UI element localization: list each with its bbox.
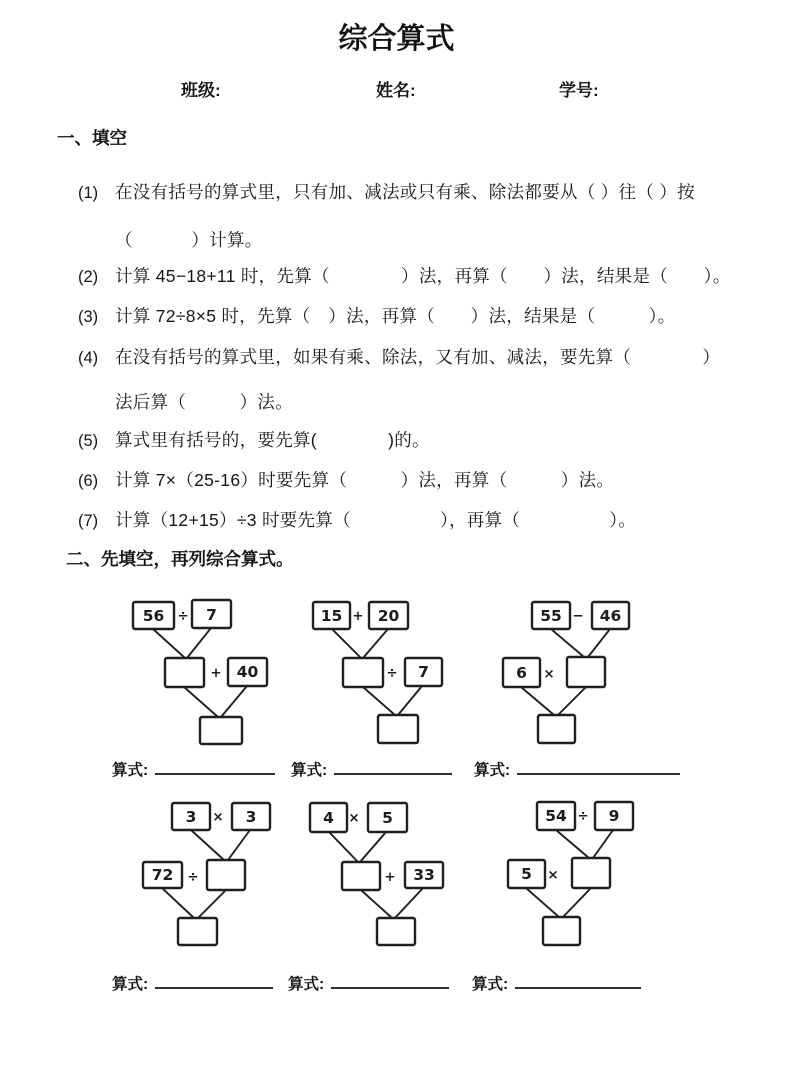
page-title: 综合算式	[338, 23, 455, 55]
expression-answer-blank[interactable]	[331, 974, 449, 989]
class-field-label: 班级:	[181, 81, 221, 100]
value-label: 20	[377, 607, 400, 625]
expression-label: 算式:	[291, 762, 328, 779]
expression-field-5	[288, 972, 449, 994]
question-1-line-1: (1) 在没有括号的算式里，只有加、减法或只有乘、除法都要从（ ）往（ ）按	[78, 182, 695, 202]
question-number: (6)	[78, 472, 99, 490]
value-label: 9	[608, 807, 620, 825]
operator-label: +	[384, 869, 396, 885]
number-pyramid-4	[138, 800, 288, 952]
operator-label: ×	[543, 666, 555, 682]
value-label: 15	[320, 607, 343, 625]
operator-label: +	[210, 665, 222, 681]
connector-line	[187, 628, 211, 658]
empty-box[interactable]	[572, 858, 610, 888]
expression-field-3	[474, 758, 680, 780]
expression-answer-blank[interactable]	[155, 974, 273, 989]
question-6: (6) 计算 7×（25-16）时要先算（ ）法，再算（ ）法。	[78, 470, 615, 490]
question-4-line-1: (4) 在没有括号的算式里，如果有乘、除法，又有加、减法，要先算（ ）	[78, 347, 721, 367]
operator-label: ×	[212, 809, 224, 825]
operator-label: ×	[348, 810, 360, 826]
connector-line	[363, 629, 388, 658]
number-pyramid-3	[498, 598, 643, 750]
operator-label: +	[352, 608, 364, 624]
result-box[interactable]	[178, 918, 217, 945]
number-pyramid-1	[130, 598, 275, 750]
value-label: 4	[323, 809, 334, 827]
connector-line	[329, 832, 358, 862]
expression-answer-blank[interactable]	[334, 760, 452, 775]
result-box[interactable]	[538, 715, 575, 743]
result-box[interactable]	[378, 715, 418, 743]
connector-line	[162, 888, 194, 918]
operator-label: ÷	[187, 869, 199, 885]
operator-label: ÷	[577, 808, 589, 824]
connector-line	[563, 888, 591, 917]
student-id-field-label: 学号:	[559, 81, 599, 100]
expression-label: 算式:	[112, 762, 149, 779]
question-number: (5)	[78, 432, 99, 450]
connector-line	[191, 830, 224, 860]
question-number: (4)	[78, 349, 99, 367]
question-4-line-2: 法后算（ ）法。	[115, 392, 293, 412]
expression-field-4	[112, 972, 273, 994]
number-pyramid-6	[503, 798, 648, 952]
value-label: 5	[521, 865, 532, 883]
operator-label: ÷	[177, 608, 189, 624]
question-3: (3) 计算 72÷8×5 时，先算（ ）法，再算（ ）法，结果是（ ）。	[78, 306, 676, 326]
connector-line	[556, 830, 589, 858]
connector-line	[228, 830, 250, 860]
number-pyramid-2	[308, 598, 453, 750]
expression-label: 算式:	[112, 976, 149, 993]
value-label: 3	[185, 808, 197, 826]
section-2-heading: 二、先填空，再列综合算式。	[66, 549, 294, 569]
connector-line	[360, 832, 386, 862]
empty-box[interactable]	[165, 658, 204, 687]
empty-box[interactable]	[342, 862, 380, 890]
question-7: (7) 计算（12+15）÷3 时要先算（ ），再算（ ）。	[78, 510, 637, 530]
empty-box[interactable]	[207, 860, 245, 890]
question-number: (7)	[78, 512, 99, 530]
connector-line	[221, 686, 247, 717]
question-2: (2) 计算 45−18+11 时，先算（ ）法，再算（ ）法，结果是（ ）。	[78, 266, 731, 286]
connector-line	[153, 629, 185, 658]
operator-label: ÷	[386, 665, 398, 681]
operator-label: −	[572, 608, 584, 624]
connector-line	[551, 629, 584, 657]
value-label: 56	[142, 607, 165, 625]
value-label: 54	[545, 807, 567, 825]
value-label: 46	[599, 607, 622, 625]
result-box[interactable]	[200, 717, 242, 744]
expression-field-6	[472, 972, 641, 994]
value-label: 33	[413, 866, 435, 884]
connector-line	[526, 888, 559, 917]
value-label: 40	[236, 663, 259, 681]
number-pyramid-5	[305, 800, 450, 952]
expression-field-1	[112, 758, 275, 780]
question-1-line-2: （ ）计算。	[115, 230, 263, 250]
connector-line	[521, 687, 554, 715]
expression-answer-blank[interactable]	[155, 760, 275, 775]
question-number: (1)	[78, 184, 99, 202]
value-label: 5	[382, 809, 393, 827]
expression-answer-blank[interactable]	[515, 974, 641, 989]
expression-label: 算式:	[472, 976, 509, 993]
value-label: 7	[206, 606, 217, 624]
empty-box[interactable]	[343, 658, 383, 687]
operator-label: ×	[547, 867, 559, 883]
connector-line	[184, 687, 218, 717]
question-number: (3)	[78, 308, 99, 326]
connector-line	[198, 890, 226, 918]
connector-line	[593, 830, 613, 858]
question-5: (5) 算式里有括号的，要先算( )的。	[78, 430, 430, 450]
name-field-label: 姓名:	[376, 81, 416, 100]
question-number: (2)	[78, 268, 99, 286]
section-1-heading: 一、填空	[57, 128, 127, 148]
expression-label: 算式:	[474, 762, 511, 779]
connector-line	[332, 629, 361, 658]
value-label: 6	[516, 664, 527, 682]
expression-answer-blank[interactable]	[517, 760, 680, 775]
value-label: 72	[151, 866, 174, 884]
connector-line	[398, 686, 422, 715]
connector-line	[395, 888, 423, 918]
result-box[interactable]	[377, 918, 415, 945]
connector-line	[558, 687, 586, 715]
value-label: 7	[418, 663, 429, 681]
expression-field-2	[291, 758, 452, 780]
connector-line	[588, 629, 610, 657]
value-label: 55	[540, 607, 562, 625]
result-box[interactable]	[543, 917, 580, 945]
value-label: 3	[245, 808, 257, 826]
empty-box[interactable]	[567, 657, 605, 687]
connector-line	[363, 687, 395, 715]
connector-line	[361, 890, 392, 918]
expression-label: 算式:	[288, 976, 325, 993]
